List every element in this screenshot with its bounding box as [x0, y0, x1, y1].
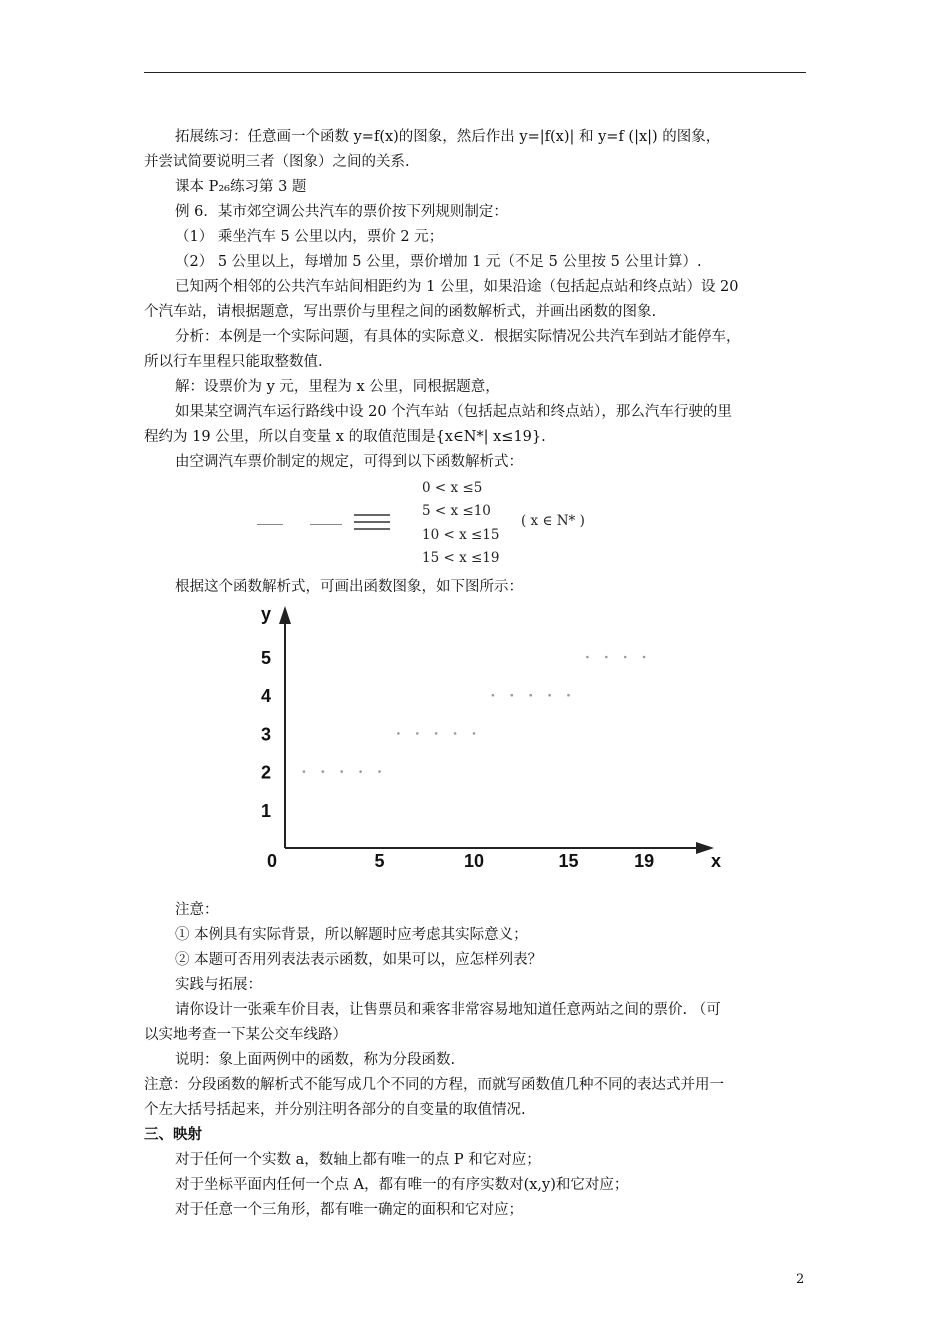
data-point: [511, 694, 514, 697]
data-point: [378, 770, 381, 773]
data-point: [454, 732, 457, 735]
section-heading: 三、映射: [144, 1126, 202, 1143]
x-tick-label: 0: [266, 851, 278, 871]
text-line: 以实地考查一下某公交车线路）: [144, 1027, 347, 1043]
formula-condition: 10 < x ≤15: [422, 527, 500, 543]
text-line: 说明：象上面两例中的函数，称为分段函数.: [175, 1052, 456, 1068]
text-line: （2） 5 公里以上，每增加 5 公里，票价增加 1 元（不足 5 公里按 5 公里计算）.: [175, 254, 702, 270]
chart-marks: [303, 656, 646, 773]
y-tick-label: 4: [260, 686, 272, 707]
text-line: 解：设票价为 y 元，里程为 x 公里，同根据题意，: [175, 379, 500, 395]
y-axis-label: y: [260, 604, 272, 624]
chart-axes: [279, 606, 714, 854]
y-tick-label: 1: [260, 800, 272, 821]
formula-smudge: [257, 524, 283, 525]
x-tick-label: 19: [634, 851, 655, 871]
text-line: 注意：分段函数的解析式不能写成几个不同的方程，而就写函数值几种不同的表达式并用一: [144, 1077, 724, 1093]
y-axis-arrow: [279, 606, 291, 624]
x-tick-label: 5: [374, 851, 385, 871]
text-line: 已知两个相邻的公共汽车站间相距约为 1 公里，如果沿途（包括起点站和终点站）设 20: [175, 279, 739, 295]
text-line: 程约为 19 公里，所以自变量 x 的取值范围是{x∈N*| x≤19}.: [144, 429, 546, 445]
data-point: [605, 656, 608, 659]
text-line: 课本 P₂₆练习第 3 题: [175, 179, 307, 195]
data-point: [473, 732, 476, 735]
data-point: [567, 694, 570, 697]
data-point: [643, 656, 646, 659]
formula-condition: 5 < x ≤10: [422, 503, 491, 519]
text-line: ② 本题可否用列表法表示函数，如果可以，应怎样列表？: [175, 952, 543, 968]
data-point: [624, 656, 627, 659]
text-line: 分析：本例是一个实际问题，有具体的实际意义．根据实际情况公共汽车到站才能停车，: [175, 329, 741, 345]
text-line: 对于坐标平面内任何一个点 A，都有唯一的有序实数对(x,y)和它对应；: [175, 1177, 629, 1193]
formula-brace: [354, 528, 390, 530]
text-line: 个汽车站，请根据题意，写出票价与里程之间的函数解析式，并画出函数的图象.: [144, 304, 657, 320]
text-line: 对于任何一个实数 a，数轴上都有唯一的点 P 和它对应；: [175, 1152, 541, 1168]
header-rule: [144, 72, 806, 73]
data-point: [586, 656, 589, 659]
data-point: [548, 694, 551, 697]
text-line: 实践与拓展：: [175, 977, 262, 993]
text-line: （1） 乘坐汽车 5 公里以内，票价 2 元；: [175, 229, 444, 245]
text-line: 所以行车里程只能取整数值.: [144, 354, 323, 370]
data-point: [359, 770, 362, 773]
formula-condition: 0 < x ≤5: [422, 480, 483, 496]
fare-chart: [240, 598, 740, 876]
data-point: [340, 770, 343, 773]
page-number: 2: [796, 1272, 805, 1287]
x-tick-label: 10: [463, 851, 485, 871]
data-point: [435, 732, 438, 735]
text-line: 根据这个函数解析式，可画出函数图象，如下图所示：: [175, 579, 523, 595]
formula-domain: ( x ∈ N* ): [521, 513, 585, 529]
formula-brace: [354, 521, 390, 523]
text-line: 对于任意一个三角形，都有唯一确定的面积和它对应；: [175, 1202, 523, 1218]
text-line: 由空调汽车票价制定的规定，可得到以下函数解析式：: [175, 454, 523, 470]
formula-brace: [354, 514, 390, 516]
x-axis-label: x: [710, 851, 722, 871]
data-point: [303, 770, 306, 773]
text-line: 注意：: [175, 902, 219, 918]
text-line: 拓展练习：任意画一个函数 y=f(x)的图象，然后作出 y=|f(x)| 和 y=f (|x|) 的图象，: [175, 129, 721, 145]
data-point: [416, 732, 419, 735]
y-tick-label: 2: [260, 762, 272, 783]
x-tick-label: 15: [558, 851, 579, 871]
text-line: 例 6．某市郊空调公共汽车的票价按下列规则制定：: [175, 204, 508, 220]
data-point: [529, 694, 532, 697]
data-point: [492, 694, 495, 697]
formula-condition: 15 < x ≤19: [422, 550, 500, 566]
text-line: 如果某空调汽车运行路线中设 20 个汽车站（包括起点站和终点站），那么汽车行驶的里: [175, 404, 732, 420]
formula-smudge: [310, 524, 342, 525]
text-line: 个左大括号括起来，并分别注明各部分的自变量的取值情况.: [144, 1102, 526, 1118]
y-tick-label: 5: [260, 648, 272, 668]
data-point: [397, 732, 400, 735]
text-line: 请你设计一张乘车价目表，让售票员和乘客非常容易地知道任意两站之间的票价. （可: [175, 1002, 721, 1018]
y-tick-label: 3: [260, 724, 272, 745]
chart-labels: [261, 604, 721, 871]
text-line: 并尝试简要说明三者（图象）之间的关系.: [144, 154, 410, 170]
text-line: ① 本例具有实际背景，所以解题时应考虑其实际意义；: [175, 927, 528, 943]
data-point: [322, 770, 325, 773]
